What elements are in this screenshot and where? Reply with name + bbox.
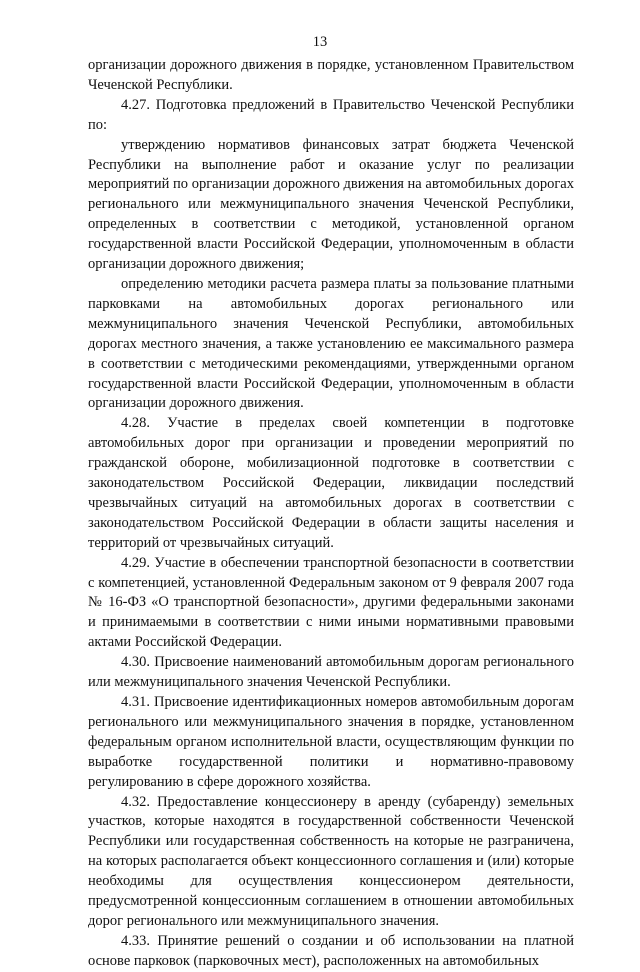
paragraph-4-27-item-2: определению методики расчета размера платы за пользование платными парковками на автомобильных дорогах регионального или межмуниципального значения Чеченской Республики, автомобильных дорогах местного значения, а также установлению ее максимального размера в соответствии с методическими рекомендациями, утвержденными органом государственной власти Российской Федерации, уполномоченным в области организации дорожного движения. — [88, 275, 574, 412]
paragraph-4-30: 4.30. Присвоение наименований автомобильным дорогам регионального или межмуниципального значения Чеченской Республики. — [88, 654, 574, 691]
paragraph-4-27: 4.27. Подготовка предложений в Правительство Чеченской Республики по: — [88, 96, 574, 133]
page-number: 13 — [312, 34, 328, 50]
paragraph-continuation: организации дорожного движения в порядке, установленном Правительством Чеченской Республики. — [88, 57, 574, 93]
paragraph-4-27-item-1: утверждению нормативов финансовых затрат бюджета Чеченской Республики на выполнение работ и оказание услуг по реализации мероприятий по организации дорожного движения на автомобильных дорогах регионального или межмуниципального значения Чеченской Республики, определенных в соответствии с методикой, установленной органом государственной власти Российской Федерации, уполномоченным в области организации дорожного движения; — [88, 136, 574, 273]
paragraph-4-31: 4.31. Присвоение идентификационных номеров автомобильным дорогам регионального или межмуниципального значения в порядке, установленном федеральным органом исполнительной власти, осуществляющим функции по выработке государственной политики и нормативно-правовому регулированию в сфере дорожного хозяйства. — [88, 694, 574, 790]
paragraph-4-32: 4.32. Предоставление концессионеру в аренду (субаренду) земельных участков, которые находятся в государственной собственности Чеченской Республики или государственная собственность на которые не разграничена, на которых располагается объект концессионного соглашения и (или) которые необходимы для осуществления концессионером деятельности, предусмотренной концессионным соглашением в отношении автомобильных дорог регионального или межмуниципального значения. — [88, 793, 574, 929]
paragraph-4-28: 4.28. Участие в пределах своей компетенции в подготовке автомобильных дорог при организации и проведении мероприятий по гражданской обороне, мобилизационной подготовке в соответствии с законодательством Российской Федерации, ликвидации последствий чрезвычайных ситуаций на автомобильных дорогах в соответствии с законодательством Российской Федерации в области защиты населения и территорий от чрезвычайных ситуаций. — [88, 415, 574, 551]
paragraph-4-29: 4.29. Участие в обеспечении транспортной безопасности в соответствии с компетенцией, установленной Федеральным законом от 9 февраля 2007 года № 16-ФЗ «О транспортной безопасности», другими федеральными законами и принимаемыми в соответствии с ними иными нормативными правовыми актами Российской Федерации. — [88, 554, 574, 651]
paragraph-4-33: 4.33. Принятие решений о создании и об использовании на платной основе парковок (парковочных мест), расположенных на автомобильных — [88, 932, 574, 969]
document-body — [88, 56, 574, 972]
